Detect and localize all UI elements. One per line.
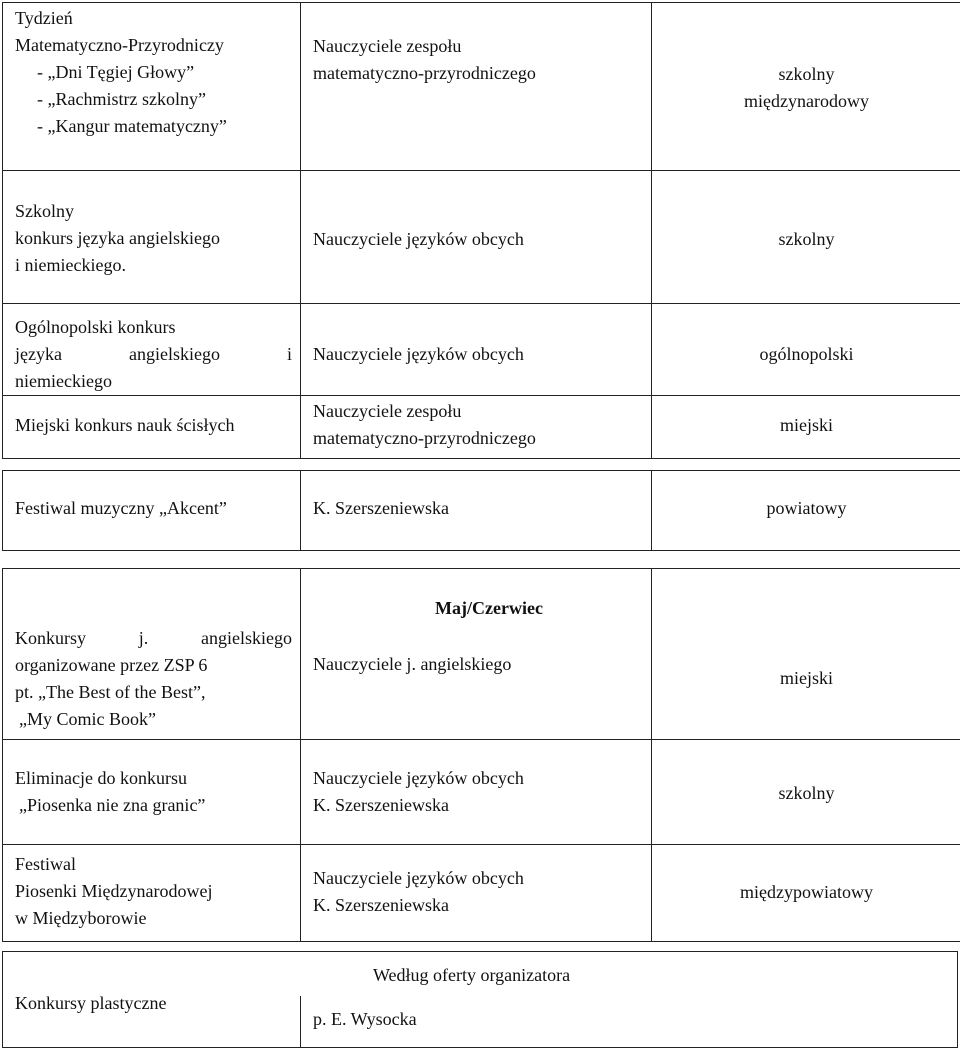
event-line: organizowane przez ZSP 6	[15, 655, 208, 675]
organizer-cell	[300, 952, 958, 1048]
event-word: angielskiego	[128, 344, 220, 364]
event-line: konkurs języka angielskiego	[15, 228, 220, 248]
table-row	[3, 740, 960, 845]
event-line: Matematyczno-Przyrodniczy	[15, 35, 224, 55]
event-cell	[3, 569, 301, 740]
event-line: w Międzyborowie	[15, 908, 147, 928]
level-cell	[652, 845, 960, 942]
organizer-cell	[301, 396, 652, 459]
level-cell	[652, 3, 960, 171]
level-line: szkolny	[778, 783, 835, 803]
month-header: Maj/Czerwiec	[435, 598, 543, 618]
level-cell	[652, 569, 960, 740]
event-line: Ogólnopolski konkurs	[15, 317, 176, 337]
table-row	[3, 304, 960, 396]
level-line: międzypowiatowy	[740, 882, 873, 902]
event-cell	[3, 3, 301, 171]
level-line: powiatowy	[766, 498, 847, 518]
event-word: angielskiego	[201, 628, 292, 648]
organizer-line: matematyczno-przyrodniczego	[313, 63, 536, 83]
event-cell	[3, 304, 301, 396]
table-row	[3, 952, 958, 1048]
organizer-line: Nauczyciele języków obcych	[313, 868, 524, 888]
level-cell	[652, 471, 960, 551]
event-word: języka	[15, 344, 62, 364]
event-line: i niemieckiego.	[15, 255, 126, 275]
event-line: Eliminacje do konkursu	[15, 768, 187, 788]
organizer-line: K. Szerszeniewska	[313, 895, 449, 915]
event-line: „My Comic Book”	[19, 709, 156, 729]
organizer-line: Nauczyciele zespołu	[313, 36, 462, 56]
level-line: miejski	[780, 415, 833, 435]
event-cell	[3, 471, 301, 551]
organizer-cell	[301, 304, 652, 396]
event-line: - „Kangur matematyczny”	[37, 116, 227, 136]
event-word: j.	[138, 628, 149, 648]
level-cell	[652, 304, 960, 396]
event-line: Szkolny	[15, 201, 75, 221]
level-cell	[652, 740, 960, 845]
event-cell	[3, 952, 301, 1048]
event-line: Miejski konkurs nauk ścisłych	[15, 415, 235, 435]
level-line: miejski	[780, 668, 833, 688]
organizer-cell	[301, 569, 652, 740]
organizer-line: Nauczyciele języków obcych	[313, 344, 524, 364]
event-cell	[3, 740, 301, 845]
offer-note: Według oferty organizatora	[373, 965, 571, 985]
organizer-line: K. Szerszeniewska	[313, 498, 449, 518]
table-row	[3, 471, 960, 551]
table-row	[3, 845, 960, 942]
organizer-line: Nauczyciele j. angielskiego	[313, 654, 512, 674]
level-line: ogólnopolski	[759, 344, 854, 364]
event-cell	[3, 171, 301, 304]
event-line: niemieckiego	[15, 371, 112, 391]
event-line: Piosenki Międzynarodowej	[15, 881, 213, 901]
event-word: i	[286, 344, 292, 364]
event-line: - „Dni Tęgiej Głowy”	[37, 62, 195, 82]
event-line: „Piosenka nie zna granic”	[19, 795, 206, 815]
event-line: Konkursy plastyczne	[15, 993, 167, 1013]
table-row	[3, 569, 960, 740]
events-table-2	[2, 470, 960, 551]
event-word: Konkursy	[15, 628, 86, 648]
organizer-line: Nauczyciele zespołu	[313, 401, 462, 421]
organizer-line: K. Szerszeniewska	[313, 795, 449, 815]
organizer-cell	[301, 3, 652, 171]
event-line-justified	[15, 625, 292, 652]
event-line: Festiwal muzyczny „Akcent”	[15, 498, 227, 518]
events-table-4	[2, 951, 958, 1048]
events-table-3	[2, 568, 960, 942]
organizer-line: p. E. Wysocka	[313, 1009, 417, 1029]
events-table-1	[2, 2, 960, 459]
level-cell	[652, 396, 960, 459]
event-cell	[3, 845, 301, 942]
table-row	[3, 171, 960, 304]
organizer-cell	[301, 171, 652, 304]
event-line-justified	[15, 341, 292, 368]
level-line: międzynarodowy	[744, 91, 869, 111]
organizer-cell	[301, 845, 652, 942]
event-line: Tydzień	[15, 8, 73, 28]
organizer-line: matematyczno-przyrodniczego	[313, 428, 536, 448]
event-cell	[3, 396, 301, 459]
event-line: pt. „The Best of the Best”,	[15, 682, 206, 702]
level-line: szkolny	[778, 229, 835, 249]
level-cell	[652, 171, 960, 304]
level-line: szkolny	[778, 64, 835, 84]
organizer-cell	[301, 740, 652, 845]
event-line: - „Rachmistrz szkolny”	[37, 89, 206, 109]
event-line: Festiwal	[15, 854, 76, 874]
organizer-cell	[301, 471, 652, 551]
organizer-line: Nauczyciele języków obcych	[313, 768, 524, 788]
table-row	[3, 396, 960, 459]
table-row	[3, 3, 960, 171]
organizer-line: Nauczyciele języków obcych	[313, 229, 524, 249]
